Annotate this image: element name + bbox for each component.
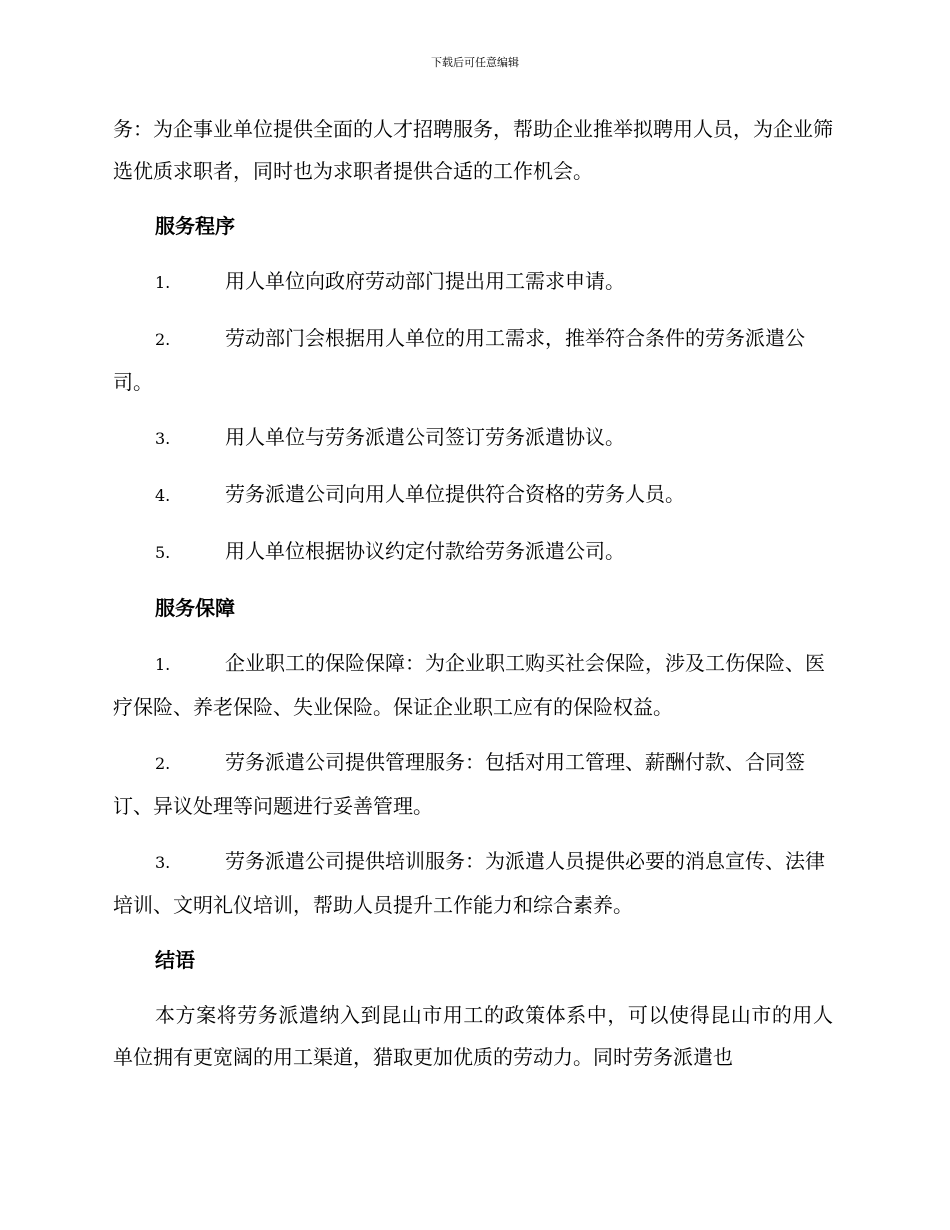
list-item bbox=[113, 260, 833, 304]
list-text: 劳动部门会根据用人单位的用工需求，推举符合条件的劳务派遣公司。 bbox=[113, 326, 805, 394]
list-item bbox=[113, 416, 833, 460]
list-item bbox=[113, 317, 833, 403]
list-number: 3. bbox=[155, 853, 171, 872]
list-number: 1. bbox=[155, 273, 171, 292]
section-heading-conclusion: 结语 bbox=[155, 948, 195, 972]
section-heading-guarantee: 服务保障 bbox=[155, 596, 235, 620]
list-text: 劳务派遣公司向用人单位提供符合资格的劳务人员。 bbox=[225, 482, 685, 506]
list-item bbox=[113, 840, 833, 926]
list-text: 劳务派遣公司提供管理服务：包括对用工管理、薪酬付款、合同签订、异议处理等问题进行妥善管理。 bbox=[113, 750, 805, 818]
list-text: 用人单位根据协议约定付款给劳务派遣公司。 bbox=[225, 539, 625, 563]
section-heading-procedure: 服务程序 bbox=[155, 214, 235, 238]
intro-paragraph: 务：为企事业单位提供全面的人才招聘服务，帮助企业推举拟聘用人员，为企业筛选优质求职者，同时也为求职者提供合适的工作机会。 bbox=[113, 117, 833, 183]
list-text: 劳务派遣公司提供培训服务：为派遣人员提供必要的消息宣传、法律培训、文明礼仪培训，帮助人员提升工作能力和综合素养。 bbox=[113, 849, 825, 917]
list-text: 用人单位与劳务派遣公司签订劳务派遣协议。 bbox=[225, 425, 625, 449]
list-number: 2. bbox=[155, 330, 171, 349]
conclusion-paragraph: 本方案将劳务派遣纳入到昆山市用工的政策体系中，可以使得昆山市的用人单位拥有更宽阔的用工渠道，猎取更加优质的劳动力。同时劳务派遣也 bbox=[113, 1003, 833, 1069]
list-text: 用人单位向政府劳动部门提出用工需求申请。 bbox=[225, 269, 625, 293]
list-item bbox=[113, 642, 833, 728]
list-number: 3. bbox=[155, 429, 171, 448]
list-number: 1. bbox=[155, 655, 171, 674]
list-item bbox=[113, 741, 833, 827]
list-number: 5. bbox=[155, 543, 171, 562]
list-text: 企业职工的保险保障：为企业职工购买社会保险，涉及工伤保险、医疗保险、养老保险、失业保险。保证企业职工应有的保险权益。 bbox=[113, 651, 825, 719]
document-body bbox=[113, 108, 833, 1091]
list-item bbox=[113, 530, 833, 574]
list-item bbox=[113, 473, 833, 517]
list-number: 4. bbox=[155, 486, 171, 505]
list-number: 2. bbox=[155, 754, 171, 773]
page-header: 下载后可任意编辑 bbox=[431, 56, 519, 69]
